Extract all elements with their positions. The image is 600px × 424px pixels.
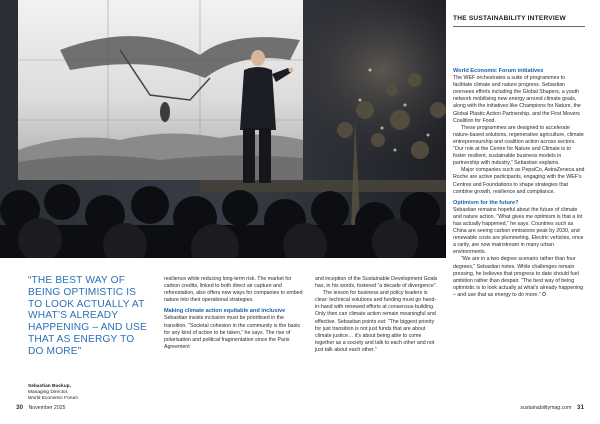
issue-date: November 2025: [28, 405, 66, 411]
body-column-3: [453, 68, 585, 299]
page-number-left: 30: [16, 404, 24, 411]
quote-author-org: World Economic Forum: [28, 396, 79, 401]
footer-right: [520, 404, 584, 411]
end-mark-icon: O: [542, 291, 547, 298]
body-paragraph: The WEF orchestrates a suite of programmes to facilitate climate and nature progress. Sebastian oversees efforts including the Global Shapers, a youth network mobilising new energy around climate goals, along with the initiatives like Champions for Nature, the Global Plastic Action Partnership, and the First Movers Coalition for Food.: [453, 75, 581, 124]
body-paragraph: The lesson for business and policy leaders is clear: technical solutions and funding must go hand-in-hand with renewed efforts at consensus-building. Only then can climate action remain meaningful and effective. Sebastian points out: “The biggest priority for just transition is not just funds that are about climate justice… it’s about being able to come together as a society and talk to each other and not just talk about each other.”: [315, 290, 437, 353]
body-paragraph: resilience while reducing long-term risk. The market for carbon credits, linked to both direct air capture and reforestation, also offers new ways for companies to embed nature into their operational strategies.: [164, 276, 303, 304]
subheading: Optimism for the future?: [453, 199, 519, 206]
subheading: Making climate action equitable and inclusive: [164, 308, 286, 315]
body-paragraph: and inception of the Sustainable Development Goals has, in his words, fostered “a decade of divergence”.: [315, 276, 438, 290]
page-number-right: 31: [576, 404, 584, 411]
body-column-1: [164, 276, 304, 351]
quote-author: Sebastian Buckup,: [28, 384, 71, 389]
body-paragraph: These programmes are designed to accelerate nature-based solutions, regenerative agriculture, climate entrepreneurship and coalition action across sectors. “Our role at the Centre for Nature and Climate is to foster resilient, sustainable business models in partnership with industry,” Sebastian explains.: [453, 124, 584, 167]
body-column-2: [315, 276, 441, 354]
keynote-photo: [0, 0, 446, 258]
body-paragraph: [453, 256, 585, 299]
body-paragraph: Sebastian insists inclusion must be prioritised in the transition. “Societal cohesion in the community is the basis for any kind of action to be taken,” he says. The rise of polarisation and political fragmentation since the Paris Agreement: [164, 315, 300, 350]
stage-scene-image: [0, 0, 446, 258]
header-divider: [453, 26, 585, 27]
subheading: World Economic Forum initiatives: [453, 68, 544, 74]
section-title: THE SUSTAINABILITY INTERVIEW: [453, 15, 566, 22]
footer-left: [16, 404, 65, 411]
quote-attribution: [28, 384, 148, 402]
quote-author-role: Managing Director,: [28, 390, 69, 395]
body-paragraph: Major companies such as PepsiCo, AstraZeneca and Roche are active participants, engaging with the WEF’s Centres and Foundations to shape strategies that combine growth, resilience and compliance.: [453, 167, 585, 195]
pull-quote: “THE BEST WAY OF BEING OPTIMISTIC IS TO LOOK ACTUALLY AT WHAT’S ALREADY HAPPENING – AND USE THAT AS ENERGY TO DO MORE”: [28, 275, 147, 357]
site-url: sustainabilitymag.com: [520, 405, 572, 411]
closing-paragraph-text: “We are in a two degree scenario rather than four degrees,” Sebastian notes. While challenges remain pressing, he believes that progress to date should fuel ambition rather than despair. “The best way of being optimistic is to look actually at what’s already happening – and use that as energy to do more.”: [453, 256, 584, 298]
body-paragraph: Sebastian remains hopeful about the future of climate and nature action. “What gives me optimism is that a lot has actually happened,” he says. Countries such as China are seeing carbon emissions peak by 2030, and renewable costs are plummeting. Electric vehicles, once a rarity, are now mainstream in many urban environments.: [453, 206, 584, 256]
